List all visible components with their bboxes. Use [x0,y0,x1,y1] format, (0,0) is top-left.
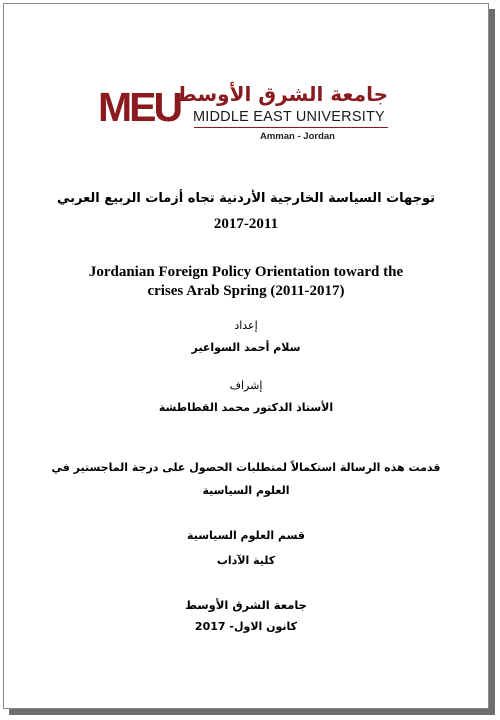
arabic-title-years: 2017-2011 [213,216,279,232]
logo-arabic-name: جامعة الشرق الأوسط [176,82,388,106]
supervisor-label: إشراف [229,379,263,392]
logo-mark: MEU [98,84,181,130]
english-title-line-2: crises Arab Spring (2011-2017) [147,283,345,299]
logo-location: Amman - Jordan [260,131,335,142]
author-label: إعداد [234,319,258,332]
department-name: قسم العلوم السياسية [187,529,305,542]
thesis-cover-page [3,3,489,709]
faculty-name: كلية الآداب [216,554,276,567]
author-name: سلام أحمد السواعير [191,341,301,354]
supervisor-name: الأستاذ الدكتور محمد القطاطشة [158,401,334,414]
footer-university: جامعة الشرق الأوسط [185,598,307,612]
submission-statement-line-2: العلوم السياسية [202,484,290,497]
logo-divider [194,127,388,128]
english-title-line-1: Jordanian Foreign Policy Orientation toward the [88,264,404,280]
submission-date: كانون الاول- 2017 [194,620,298,633]
arabic-title: توجهات السياسة الخارجية الأردنية تجاه أزمات الربيع العربي [56,191,436,206]
university-logo [96,84,396,144]
logo-english-name: MIDDLE EAST UNIVERSITY [193,109,385,125]
submission-statement-line-1: قدمت هذه الرسالة استكمالاً لمتطلبات الحصول على درجة الماجستير في [51,461,441,474]
